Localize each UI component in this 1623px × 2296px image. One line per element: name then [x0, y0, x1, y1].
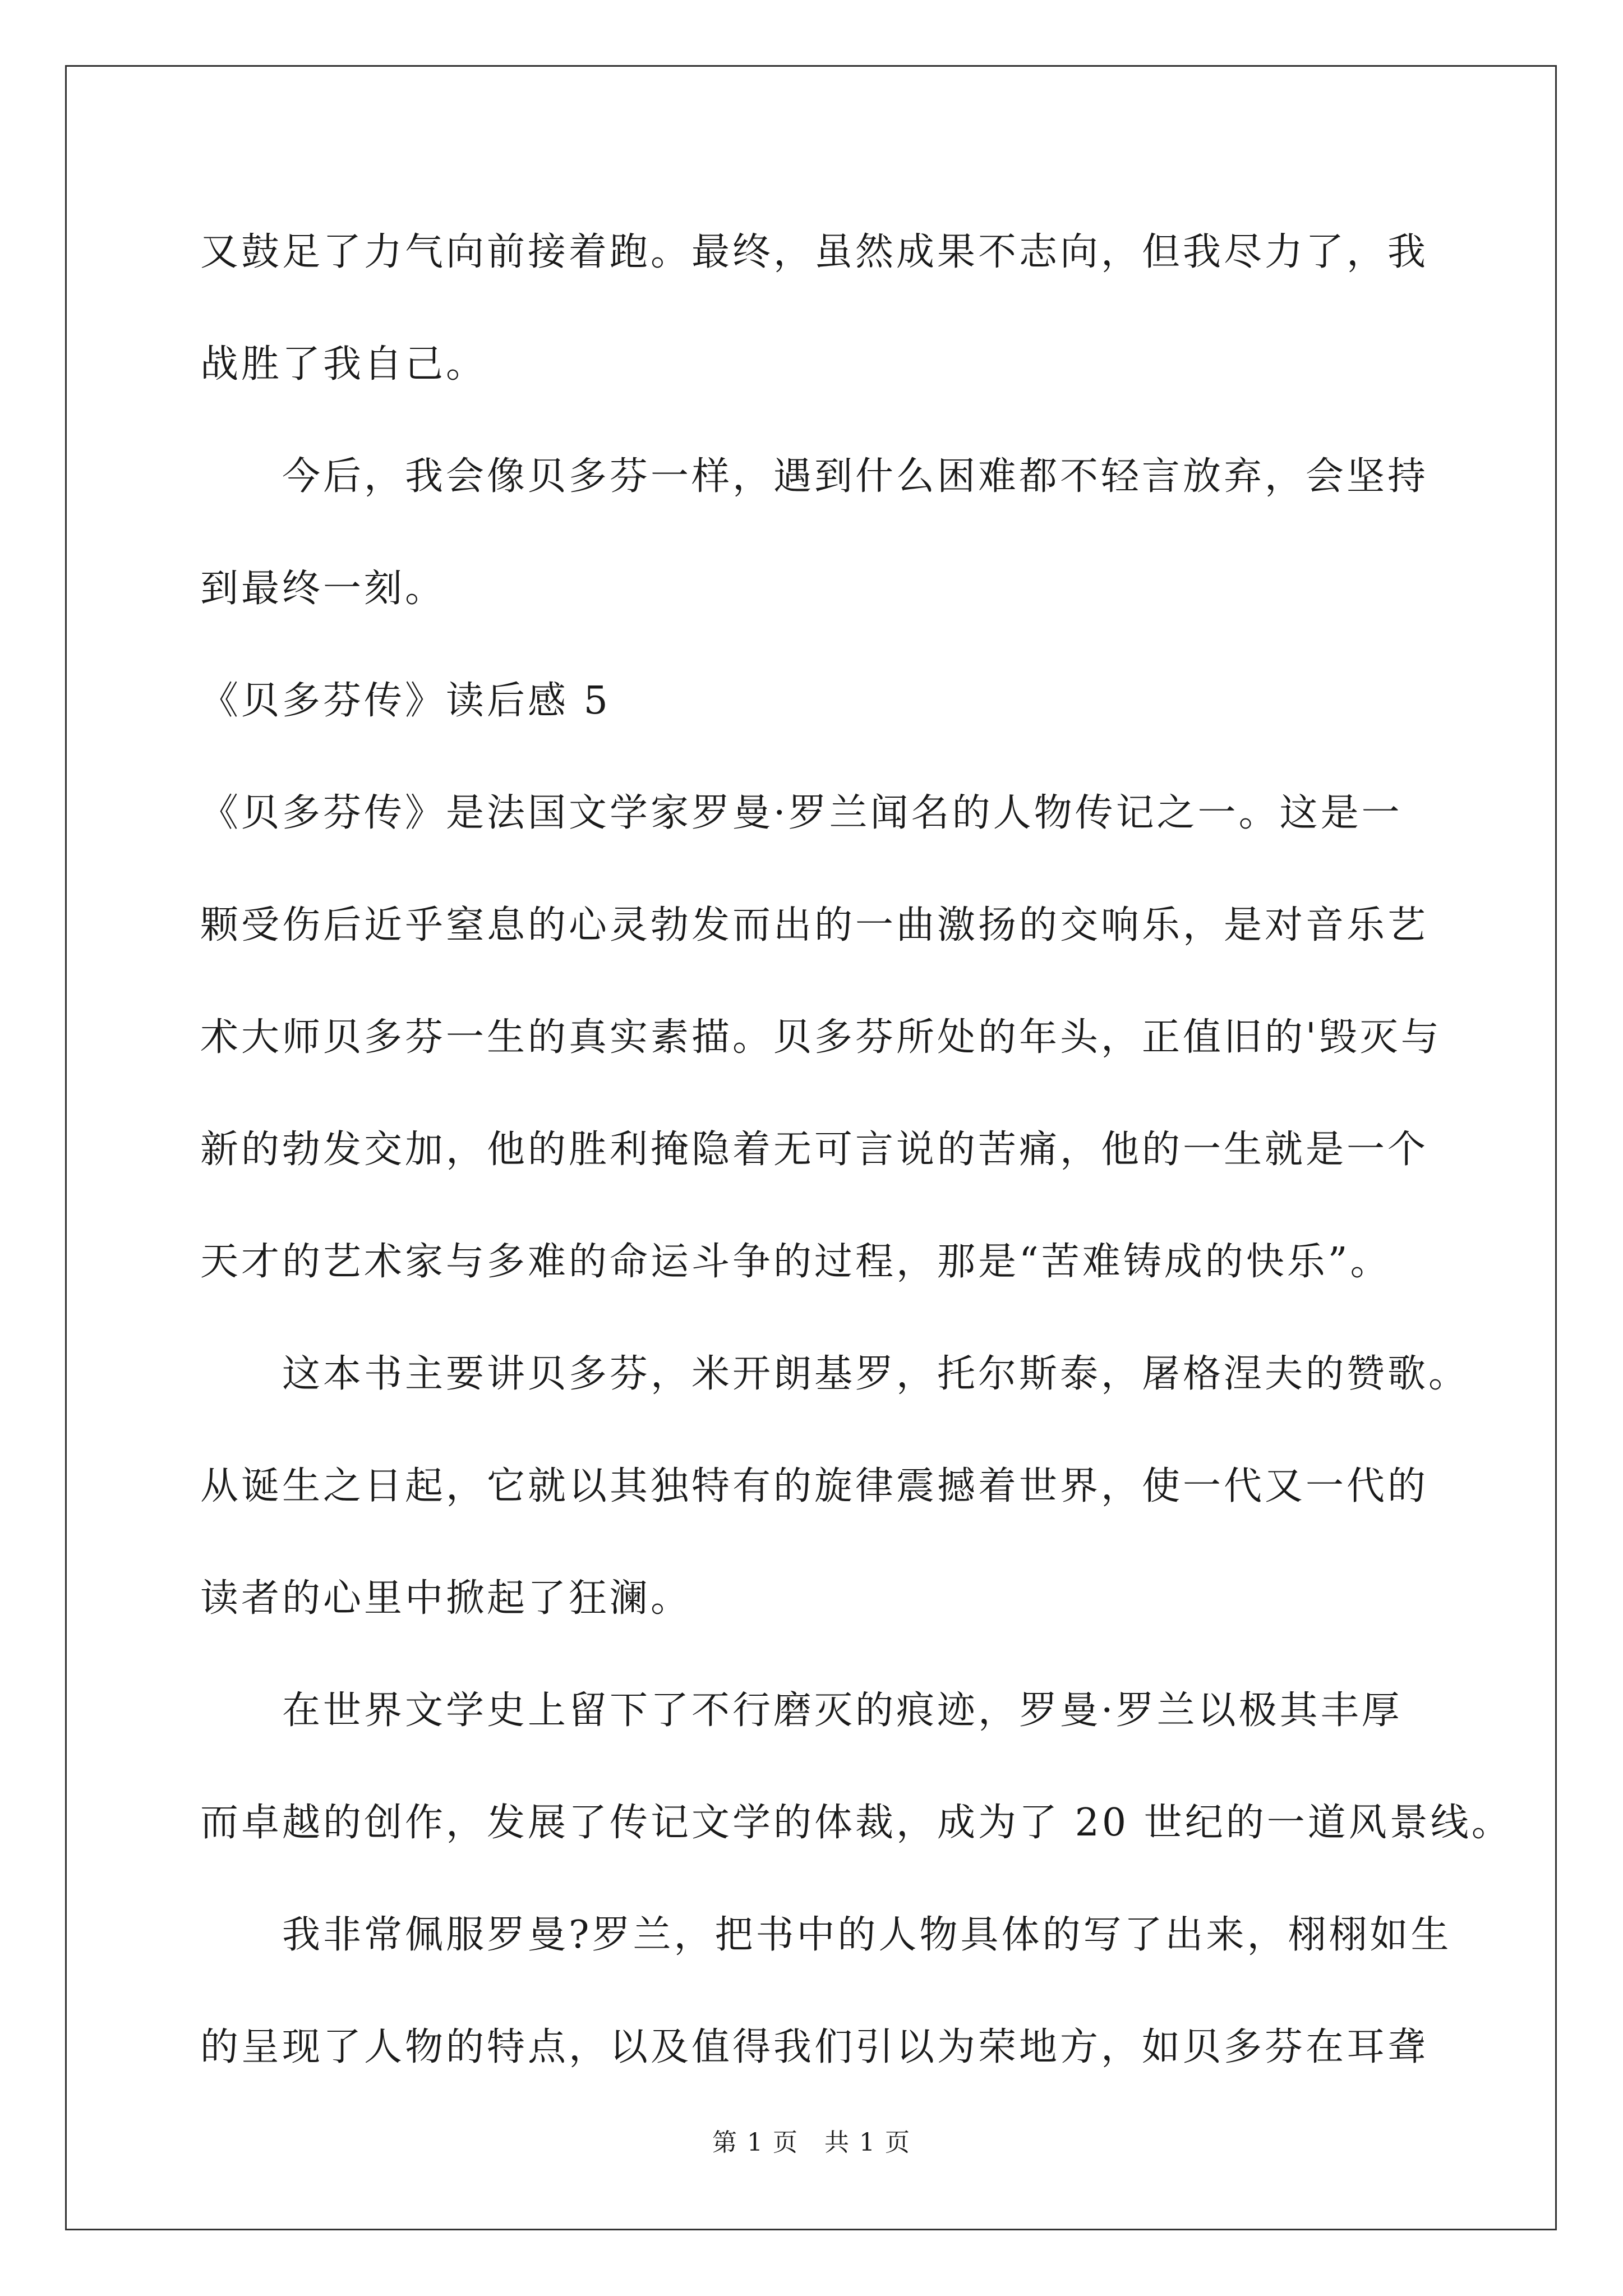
text-line: 从诞生之日起，它就以其独特有的旋律震撼着世界，使一代又一代的	[200, 1464, 1429, 1508]
text-line: 我非常佩服罗曼?罗兰，把书中的人物具体的写了出来，栩栩如生	[282, 1913, 1452, 1957]
text-line: 的呈现了人物的特点，以及值得我们引以为荣地方，如贝多芬在耳聋	[200, 2025, 1429, 2069]
text-line: 新的勃发交加，他的胜利掩隐着无可言说的苦痛，他的一生就是一个	[200, 1128, 1429, 1172]
text-line: 读者的心里中掀起了狂澜。	[200, 1576, 692, 1621]
text-line: 这本书主要讲贝多芬，米开朗基罗，托尔斯泰，屠格涅夫的赞歌。	[282, 1352, 1470, 1396]
text-line: 术大师贝多芬一生的真实素描。贝多芬所处的年头，正值旧的'毁灭与	[200, 1015, 1442, 1060]
page-footer	[0, 2126, 1623, 2160]
text-line: 又鼓足了力气向前接着跑。最终，虽然成果不志向，但我尽力了，我	[200, 230, 1429, 274]
text-line: 今后，我会像贝多芬一样，遇到什么困难都不轻言放弃，会坚持	[282, 454, 1429, 499]
text-line: 到最终一刻。	[200, 567, 446, 611]
text-line: 战胜了我自己。	[200, 342, 487, 386]
text-line: 而卓越的创作，发展了传记文学的体裁，成为了 20 世纪的一道风景线。	[200, 1801, 1513, 1845]
text-line: 颗受伤后近乎窒息的心灵勃发而出的一曲激扬的交响乐，是对音乐艺	[200, 903, 1429, 947]
text-line: 在世界文学史上留下了不行磨灭的痕迹，罗曼·罗兰以极其丰厚	[282, 1688, 1403, 1733]
document-body	[200, 216, 1513, 2123]
page-number-label: 第 1 页 共 1 页	[712, 2128, 911, 2157]
text-line: 天才的艺术家与多难的命运斗争的过程，那是“苦难铸成的快乐”。	[200, 1240, 1391, 1284]
text-line: 《贝多芬传》是法国文学家罗曼·罗兰闻名的人物传记之一。这是一	[200, 791, 1403, 835]
text-line: 《贝多芬传》读后感 5	[200, 679, 611, 723]
